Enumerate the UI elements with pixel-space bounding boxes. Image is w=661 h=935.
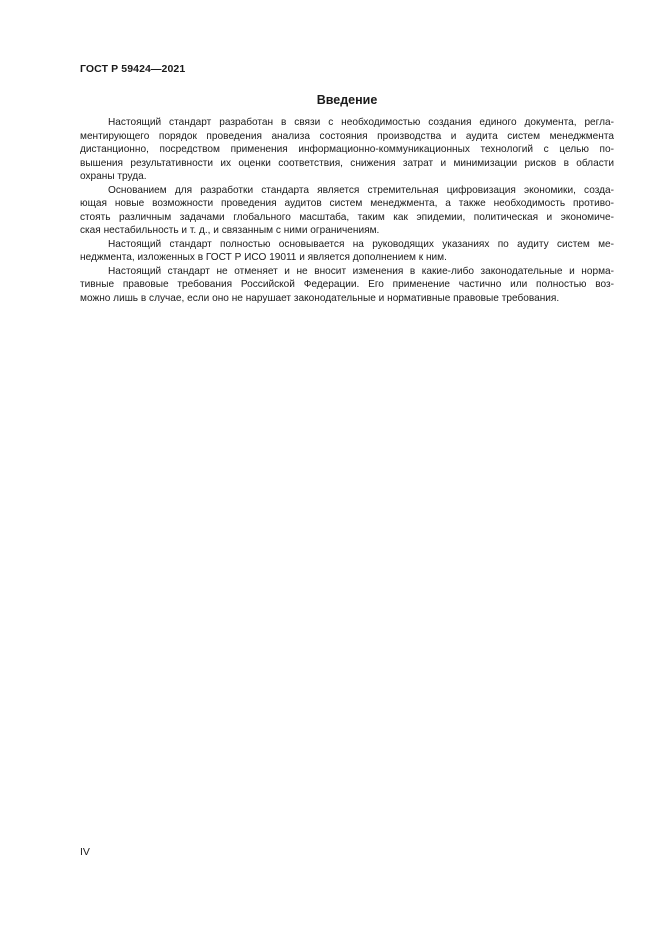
paragraph-line: тивные правовые требования Российской Федерации. Его применение частично или полностью воз- [80, 279, 614, 290]
paragraph-line: Настоящий стандарт разработан в связи с необходимостью создания единого документа, регла- [108, 117, 614, 128]
paragraph-line: дистанционно, посредством применения информационно-коммуникационных технологий с целью по- [80, 144, 614, 155]
page-number: IV [80, 846, 90, 858]
paragraph-line: Настоящий стандарт не отменяет и не вносит изменения в какие-либо законодательные и норма- [108, 265, 614, 277]
paragraph-line: ская нестабильность и т. д., и связанным с ними ограничениям. [80, 225, 380, 236]
body-text [80, 116, 614, 305]
paragraph-line: Основанием для разработки стандарта является стремительная цифровизация экономики, созда- [108, 184, 614, 196]
paragraph-line: неджмента, изложенных в ГОСТ Р ИСО 19011 и является дополнением к ним. [80, 252, 447, 263]
paragraph-line: можно лишь в случае, если оно не нарушает законодательные и нормативные правовые требования. [80, 292, 560, 304]
paragraph-line: вышения результативности их оценки соответствия, снижения затрат и минимизации рисков в области [80, 157, 614, 169]
paragraph-line: ментирующего порядок проведения анализа состояния производства и аудита систем менеджмента [80, 130, 614, 142]
paragraph-line: Настоящий стандарт полностью основывается на руководящих указаниях по аудиту систем ме- [108, 238, 614, 250]
paragraph-line: ющая новые возможности проведения аудитов систем менеджмента, а также необходимость противо- [80, 198, 614, 209]
section-title: Введение [316, 93, 378, 107]
paragraph-line: стоять различным задачами глобального масштаба, таким как эпидемии, политическая и экономиче- [80, 211, 614, 223]
document-code: ГОСТ Р 59424—2021 [80, 63, 186, 75]
paragraph-line: охраны труда. [80, 171, 147, 182]
